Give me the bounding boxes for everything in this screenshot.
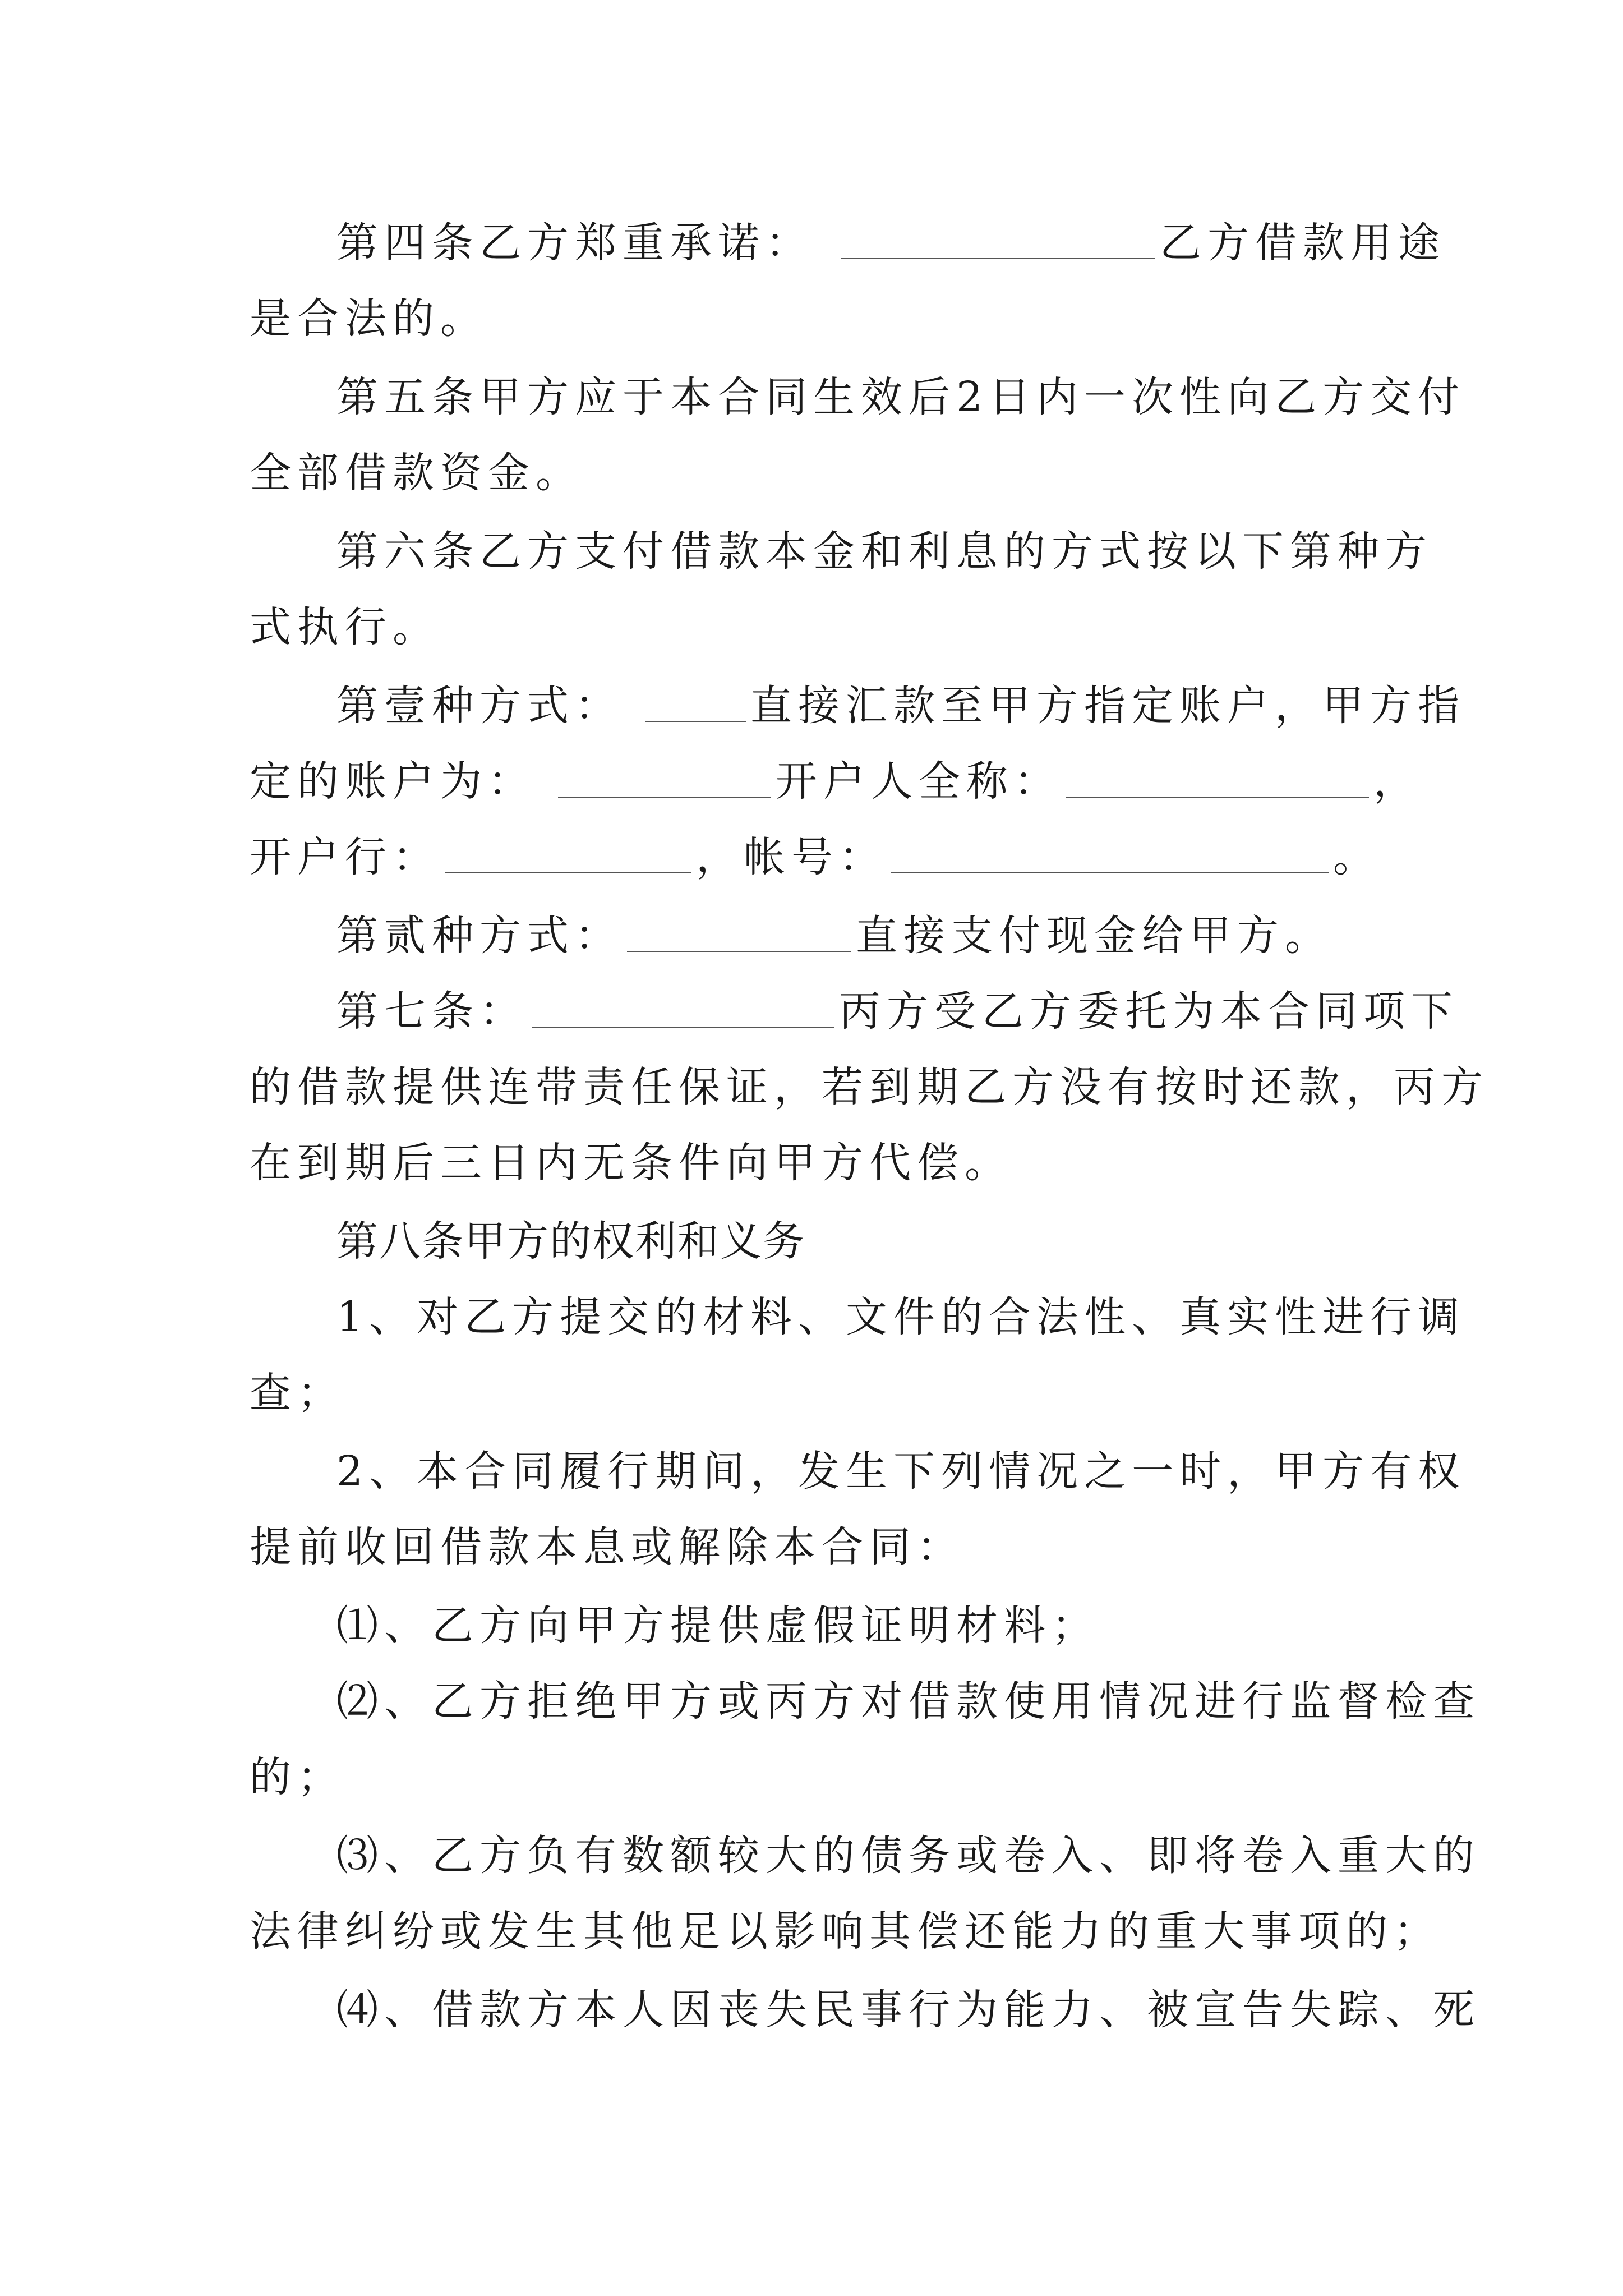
para4-text-b: 乙方借款用途 [1160,219,1446,267]
para7-text-b: 丙方受乙方委托为本合同项下 [839,987,1459,1036]
para8-heading: 第八条甲方的权利和义务 [336,1217,805,1266]
method1-text-a: 第壹种方式： [336,682,623,730]
para8-item1-line2: 查； [250,1369,345,1417]
method2-text-b: 直接支付现金给甲方。 [856,912,1332,960]
para6-line1: 第六条乙方支付借款本金和利息的方式按以下第种方 [336,527,1433,576]
method1-line1 [336,679,1465,733]
para8-sub3-line2: 法律纠纷或发生其他足以影响其偿还能力的重大事项的； [250,1907,1441,1955]
para7-line3: 在到期后三日内无条件向甲方代偿。 [250,1139,1012,1187]
method1-text-f: 开户行： [250,833,440,881]
para7-line2: 的借款提供连带责任保证，若到期乙方没有按时还款，丙方 [250,1063,1489,1111]
method2-choice-blank [627,915,851,952]
para7-line1 [336,984,1459,1038]
method1-text-b: 直接汇款至甲方指定账户，甲方指 [750,682,1465,730]
account-blank [558,761,771,798]
method1-text-d: 开户人全称： [776,757,1062,806]
para7-text-a: 第七条： [336,987,527,1036]
method1-line2 [250,754,1421,808]
para8-sub2-line2: 的； [250,1753,345,1801]
para4-line1 [336,216,1446,270]
method2-line1 [336,909,1382,963]
para8-sub3-line1: ⑶、乙方负有数额较大的债务或卷入、即将卷入重大的 [336,1832,1481,1880]
para8-sub4-line1: ⑷、借款方本人因丧失民事行为能力、被宣告失踪、死 [336,1986,1481,2034]
method2-text-a: 第贰种方式： [336,912,623,960]
para5-line1: 第五条甲方应于本合同生效后2日内一次性向乙方交付 [336,373,1466,421]
account-number-blank [891,836,1329,873]
promise-blank [841,222,1155,259]
method1-text-g: ，帐号： [696,833,887,881]
bank-blank [445,836,691,873]
guarantor-blank [532,991,834,1028]
method1-text-h: 。 [1333,833,1381,881]
para4-line2: 是合法的。 [250,295,488,343]
para8-sub1: ⑴、乙方向甲方提供虚假证明材料； [336,1602,1099,1650]
account-holder-blank [1066,761,1369,798]
method1-line3 [250,830,1382,884]
method1-choice-blank [645,685,746,722]
para6-line2: 式执行。 [250,603,440,651]
para8-sub2-line1: ⑵、乙方拒绝甲方或丙方对借款使用情况进行监督检查 [336,1677,1481,1726]
method1-text-c: 定的账户为： [250,757,536,806]
para8-item2-line1: 2、本合同履行期间，发生下列情况之一时，甲方有权 [336,1447,1466,1496]
para5-line2: 全部借款资金。 [250,449,583,497]
method1-text-e: ， [1373,757,1421,806]
para4-text-a: 第四条乙方郑重承诺： [336,219,813,267]
para8-item1-line1: 1、对乙方提交的材料、文件的合法性、真实性进行调 [336,1293,1466,1341]
para8-item2-line2: 提前收回借款本息或解除本合同： [250,1523,965,1571]
